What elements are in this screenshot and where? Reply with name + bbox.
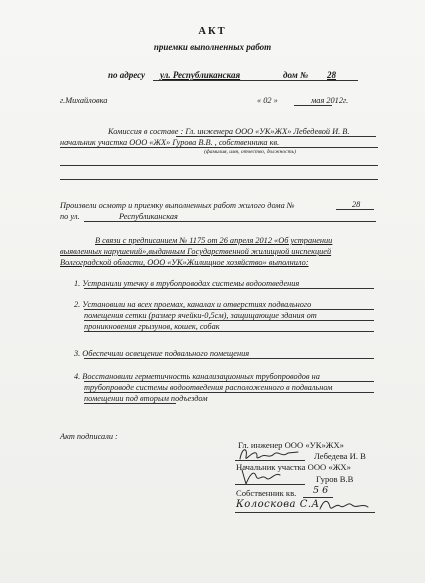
house-number: 28 — [327, 70, 336, 80]
work-item-3-underline — [84, 358, 374, 359]
address-street: ул. Республиканская — [160, 70, 241, 80]
work-item-4-underline-3 — [84, 403, 176, 404]
work-item-4-line-1: 4. Восстановили герметичность канализационных трубопроводов на — [74, 372, 320, 381]
blank-line-1 — [60, 165, 378, 166]
inspection-street-underline — [84, 221, 376, 222]
city: г.Михайловка — [60, 96, 108, 105]
basis-line-3: Волгоградской области, ООО «УК»Жилищное хозяйство» выполнило: — [60, 258, 309, 267]
work-item-2-line-1: 2. Установили на всех проемах, каналах и отверстиях подвального — [74, 300, 312, 309]
signatory-2-title: Начальник участка ООО «ЖХ» — [236, 462, 351, 472]
document-subtitle: приемки выполненных работ — [153, 42, 272, 52]
work-item-4-underline-2 — [84, 392, 374, 393]
inspection-house-underline — [336, 209, 374, 210]
work-item-1-underline — [84, 288, 374, 289]
commission-caption: (фамилия, имя, отчество, должность) — [204, 149, 296, 155]
document-title: АКТ — [198, 26, 227, 37]
inspection-street-prefix: по ул. — [60, 212, 80, 221]
signature-2-line — [235, 484, 305, 485]
signature-3-line — [235, 512, 375, 513]
work-item-3: 3. Обеспечили освещение подвального помещения — [74, 349, 250, 358]
date-underline — [294, 105, 332, 106]
date-month-year: мая 2012г. — [311, 96, 349, 105]
commission-underline-2 — [60, 147, 378, 148]
address-prefix: по адресу — [108, 70, 146, 80]
work-item-2-underline-3 — [84, 331, 374, 332]
blank-line-2 — [60, 179, 378, 180]
signed-label: Акт подписали : — [60, 432, 118, 441]
work-item-1: 1. Устранили утечку в трубопроводах системы водоотведения — [74, 279, 300, 288]
inspection-street: Республиканская — [119, 212, 178, 221]
work-item-4-line-2: трубопроводе системы водоотведения расположенного в подвальном — [84, 383, 333, 392]
address-underline — [153, 80, 358, 81]
signatory-1-title: Гл. инженер ООО «УК»ЖХ» — [238, 440, 344, 450]
basis-line-1: В связи с предписанием № 1175 от 26 апреля 2012 «Об устранении — [95, 236, 333, 245]
inspection-house-number: 28 — [352, 200, 361, 209]
commission-line-1: Комиссия в составе : Гл. инженера ООО «УК»ЖХ» Лебедевой И. В. — [108, 127, 350, 136]
basis-line-2: выявленных нарушений»,выданным Государственной жилищной инспекцией — [60, 247, 332, 256]
signature-1-line — [235, 460, 305, 461]
house-label: дом № — [283, 70, 309, 80]
work-item-2-line-3: проникновения грызунов, кошек, собак — [84, 322, 220, 331]
commission-line-2: начальник участка ООО «ЖХ» Гурова В.В. , собственника кв. — [60, 138, 280, 147]
work-item-4-line-3: помещении под вторым подъездом — [84, 394, 208, 403]
commission-underline-1 — [176, 136, 376, 137]
signatory-2-name: Гуров В.В — [316, 474, 354, 484]
work-item-4-underline-1 — [84, 381, 374, 382]
owner-handwritten-name: Колоскова С.А. — [236, 499, 324, 510]
signatory-1-name: Лебедева И. В — [314, 451, 366, 461]
work-item-2-underline-2 — [84, 320, 374, 321]
inspection-line-1: Произвели осмотр и приемку выполненных работ жилого дома № — [60, 201, 295, 210]
work-item-2-underline-1 — [84, 309, 374, 310]
date-day: « 02 » — [257, 96, 278, 105]
work-item-2-line-2: помещения сетки (размер ячейки-0,5см), защищающие здания от — [84, 311, 317, 320]
signatory-3-title: Собственник кв. — [236, 488, 297, 498]
apartment-number: 5 6 — [313, 485, 329, 496]
